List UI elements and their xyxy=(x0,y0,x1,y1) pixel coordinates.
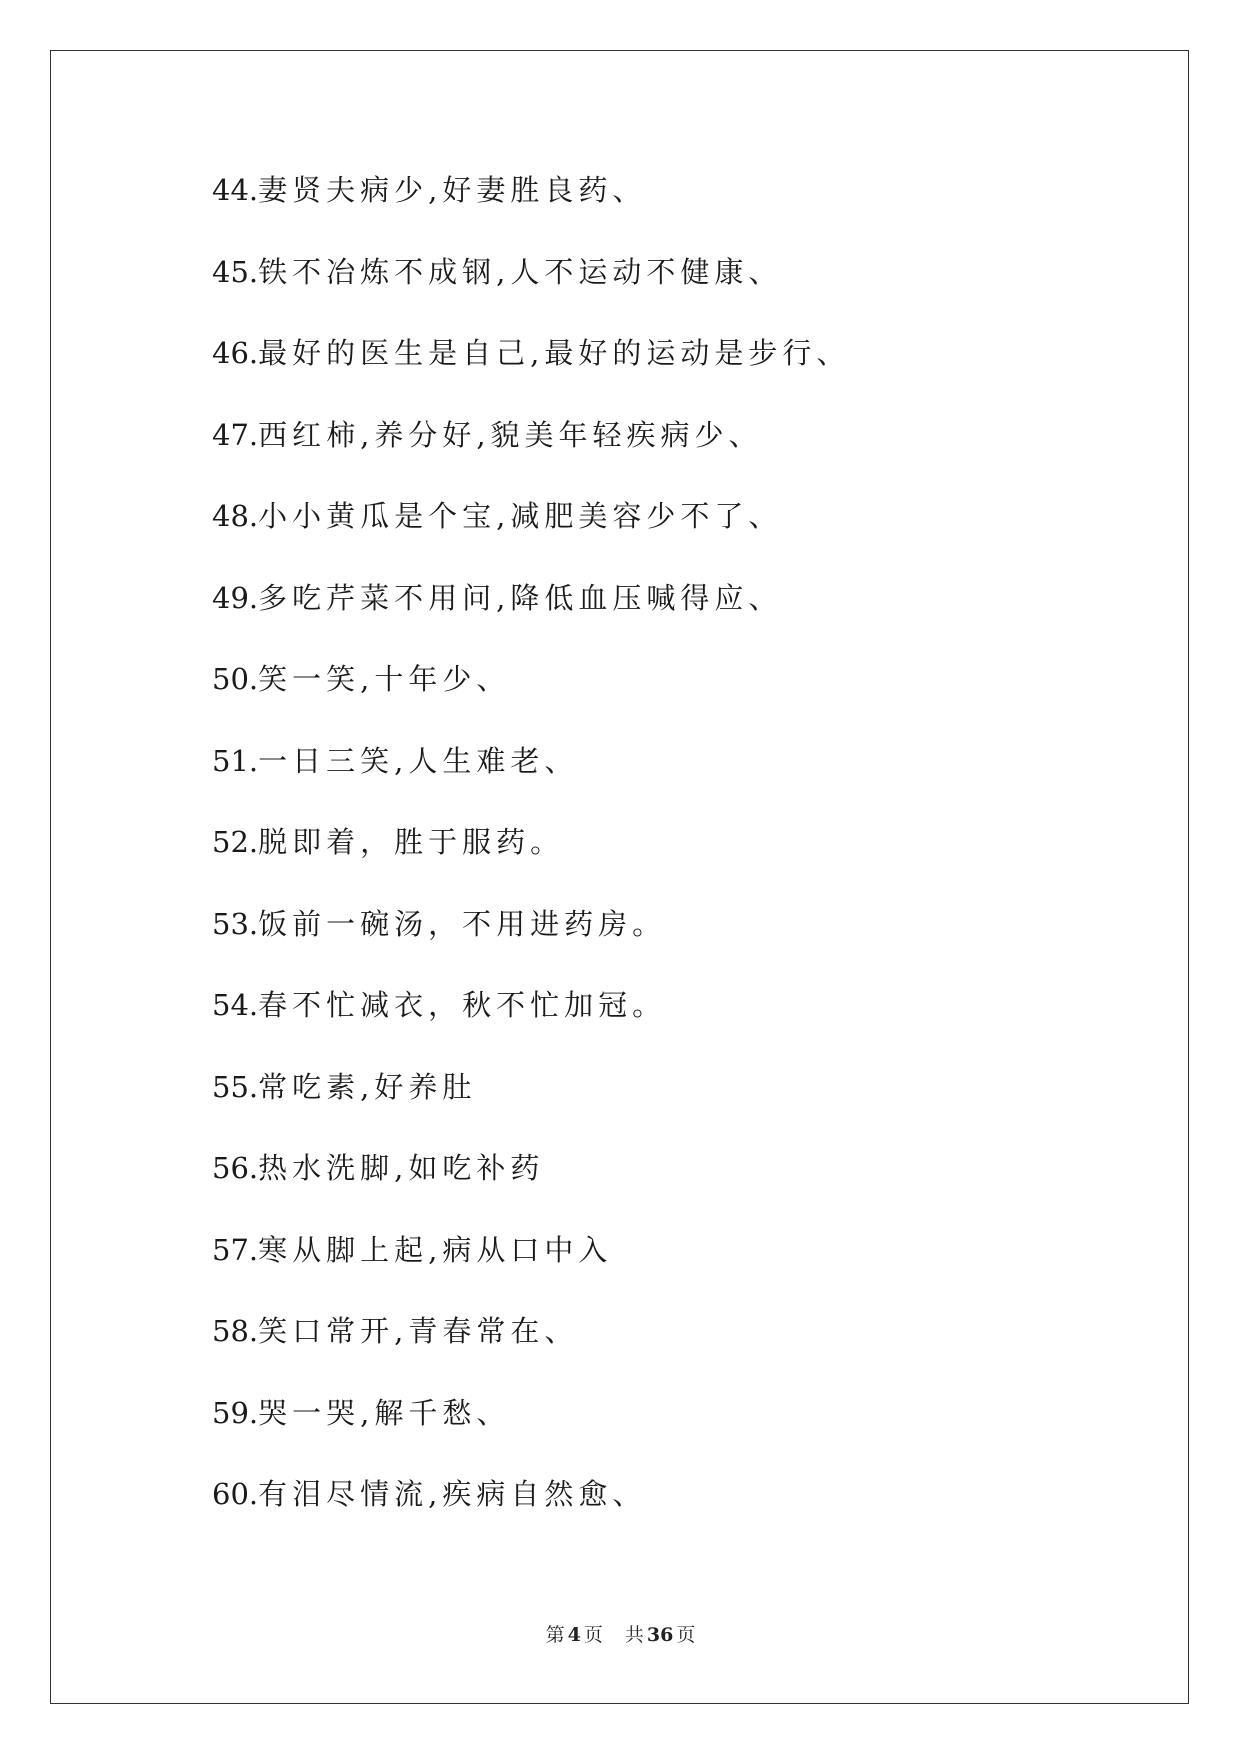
item-text: 脱即着，胜于服药。 xyxy=(258,825,565,859)
item-text: 铁不冶炼不成钢,人不运动不健康、 xyxy=(258,254,783,289)
item-text: 寒从脚上起,病从口中入 xyxy=(258,1232,613,1267)
item-number: 59. xyxy=(212,1395,259,1430)
item-text: 小小黄瓜是个宝,减肥美容少不了、 xyxy=(258,499,783,533)
item-number: 50. xyxy=(212,662,259,696)
item-number: 55. xyxy=(212,1069,259,1104)
item-number: 45. xyxy=(212,254,259,289)
proverb-list xyxy=(212,160,850,1546)
page-suffix: 页 xyxy=(583,1624,603,1646)
list-item xyxy=(212,812,850,894)
list-item xyxy=(212,649,850,731)
list-item xyxy=(212,1220,850,1302)
item-number: 49. xyxy=(212,580,259,615)
item-number: 47. xyxy=(212,417,259,452)
total-prefix: 共 xyxy=(624,1624,644,1646)
list-item xyxy=(212,1057,850,1139)
list-item xyxy=(212,242,850,324)
item-text: 妻贤夫病少,好妻胜良药、 xyxy=(258,173,647,207)
list-item xyxy=(212,1138,850,1220)
item-text: 西红柿,养分好,貌美年轻疾病少、 xyxy=(258,417,763,452)
item-text: 热水洗脚,如吃补药 xyxy=(258,1151,545,1185)
item-text: 笑口常开,青春常在、 xyxy=(258,1314,579,1348)
list-item xyxy=(212,405,850,487)
total-suffix: 页 xyxy=(676,1624,696,1646)
item-number: 51. xyxy=(212,743,259,778)
page-prefix: 第 xyxy=(545,1624,565,1646)
item-number: 58. xyxy=(212,1314,259,1348)
item-text: 最好的医生是自己,最好的运动是步行、 xyxy=(258,336,851,370)
item-number: 57. xyxy=(212,1232,259,1267)
list-item xyxy=(212,1464,850,1546)
item-number: 60. xyxy=(212,1477,259,1511)
list-item xyxy=(212,894,850,976)
item-number: 46. xyxy=(212,336,259,370)
item-text: 多吃芹菜不用问,降低血压喊得应、 xyxy=(258,580,783,615)
list-item xyxy=(212,731,850,813)
list-item xyxy=(212,1301,850,1383)
page-footer xyxy=(0,1620,1241,1647)
total-pages-number: 36 xyxy=(646,1624,674,1646)
item-number: 52. xyxy=(212,825,259,859)
item-number: 44. xyxy=(212,173,259,207)
list-item xyxy=(212,1383,850,1465)
list-item xyxy=(212,568,850,650)
item-text: 一日三笑,人生难老、 xyxy=(258,743,579,778)
item-text: 笑一笑,十年少、 xyxy=(258,662,511,696)
list-item xyxy=(212,160,850,242)
item-text: 春不忙减衣，秋不忙加冠。 xyxy=(258,988,667,1022)
list-item xyxy=(212,486,850,568)
item-text: 哭一哭,解千愁、 xyxy=(258,1395,511,1430)
item-text: 有泪尽情流,疾病自然愈、 xyxy=(258,1477,647,1511)
list-item xyxy=(212,323,850,405)
item-number: 56. xyxy=(212,1151,259,1185)
item-number: 54. xyxy=(212,988,259,1022)
list-item xyxy=(212,975,850,1057)
item-number: 48. xyxy=(212,499,259,533)
item-number: 53. xyxy=(212,906,259,941)
item-text: 饭前一碗汤，不用进药房。 xyxy=(258,906,667,941)
current-page-number: 4 xyxy=(567,1624,581,1646)
item-text: 常吃素,好养肚 xyxy=(258,1069,477,1104)
